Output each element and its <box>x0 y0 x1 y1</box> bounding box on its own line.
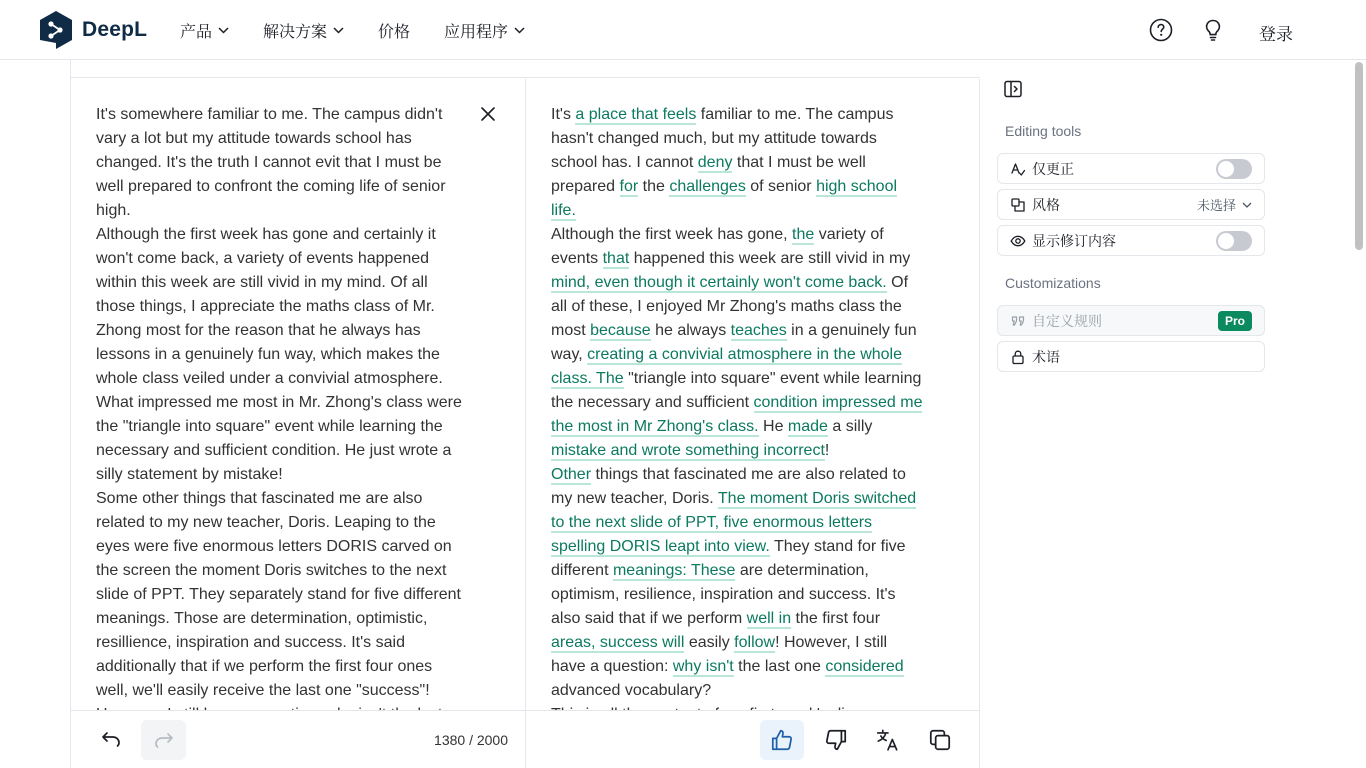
login-link[interactable]: 登录 <box>1259 25 1293 44</box>
nav-products-label: 产品 <box>180 23 213 41</box>
source-paragraph: It's somewhere familiar to me. The campus didn't vary a lot but my attitude towards school has changed. It's the truth I cannot evit that I must be well prepared to confront the coming life of senior high. <box>96 106 446 219</box>
glossary-row[interactable] <box>997 341 1265 372</box>
edit-highlight[interactable]: creating a convivial atmosphere in the whole class. The <box>551 346 902 387</box>
edit-highlight[interactable]: because <box>590 322 651 339</box>
edit-highlight[interactable]: areas, success will <box>551 634 685 651</box>
like-button[interactable] <box>760 720 804 760</box>
result-footer <box>526 710 979 768</box>
source-pane[interactable] <box>71 79 526 768</box>
edit-highlight[interactable]: for <box>619 178 639 195</box>
edit-highlight[interactable]: a place that feels <box>575 106 697 123</box>
copy-icon <box>927 727 953 753</box>
edit-highlight[interactable]: made <box>787 418 828 435</box>
result-paragraph: It's a place that feels familiar to me. The campus hasn't changed much, but my attitude towards school has. I cannot deny that I must be well prepared for the challenges of senior high school life. <box>551 106 898 219</box>
chevron-down-icon <box>333 27 344 34</box>
source-footer <box>71 710 525 768</box>
thumbs-up-icon <box>769 727 795 753</box>
result-text[interactable] <box>551 103 926 727</box>
edit-highlight[interactable]: considered <box>825 658 904 675</box>
undo-button[interactable] <box>93 721 129 757</box>
corrections-only-switch[interactable] <box>1216 159 1252 179</box>
show-changes-toggle-row[interactable] <box>997 225 1265 256</box>
nav-apps-label: 应用程序 <box>444 23 509 41</box>
editor-top-strip <box>71 60 980 78</box>
result-pane[interactable] <box>526 79 980 768</box>
edit-highlight[interactable]: challenges <box>669 178 746 195</box>
edit-highlight[interactable]: mistake and wrote something incorrect <box>551 442 825 459</box>
dislike-button[interactable] <box>814 720 858 760</box>
result-paragraph: Other things that fascinated me are also related to my new teacher, Doris. The moment Doris switched to the next slide of PPT, five enormous letters spelling DORIS leapt into view. They stand for five different meanings: These are determination, optimism, resilience, inspiration and success. It's also said that if we perform well in the first four areas, success will easily follow! However, I still have a question: why isn't the last one considered advanced vocabulary? <box>551 466 917 699</box>
character-count: 1380 / 2000 <box>434 732 508 748</box>
pro-badge: Pro <box>1218 311 1252 331</box>
nav-apps[interactable] <box>444 19 525 42</box>
translate-button[interactable] <box>866 720 910 760</box>
nav-pricing[interactable] <box>378 19 410 42</box>
edit-highlight[interactable]: teaches <box>730 322 787 339</box>
result-paragraph: Although the first week has gone, the variety of events that happened this week are still vivid in my mind, even though it certainly won't come back. Of all of these, I enjoyed Mr Zhong's maths class the most because he always teaches in a genuinely fun way, creating a convivial atmosphere in the whole class. The "triangle into square" event while learning the necessary and sufficient condition impressed me the most in Mr Zhong's class. He made a silly mistake and wrote something incorrect! <box>551 226 923 459</box>
redo-button[interactable] <box>141 720 186 760</box>
edit-highlight[interactable]: mind, even though it certainly won't come back. <box>551 274 887 291</box>
tips-button[interactable] <box>1201 18 1225 42</box>
spellcheck-icon <box>1010 161 1026 177</box>
editing-tools-heading: Editing tools <box>1005 123 1082 139</box>
help-button[interactable] <box>1149 18 1173 42</box>
thumbs-down-icon <box>823 727 849 753</box>
top-nav-bar <box>0 0 1366 60</box>
style-label: 风格 <box>1032 196 1060 213</box>
chevron-down-icon <box>1242 202 1252 208</box>
nav-solutions[interactable] <box>263 19 344 42</box>
style-select-row[interactable] <box>997 189 1265 220</box>
edit-highlight[interactable]: that <box>602 250 630 267</box>
corrections-only-label: 仅更正 <box>1032 160 1074 177</box>
edit-highlight[interactable]: high school life. <box>551 178 898 219</box>
style-icon <box>1010 197 1026 213</box>
edit-highlight[interactable]: why isn't <box>672 658 734 675</box>
clear-text-button[interactable] <box>479 105 497 123</box>
undo-icon <box>99 727 123 751</box>
quote-icon <box>1010 313 1026 329</box>
help-circle-icon <box>1149 18 1173 42</box>
source-paragraph: Some other things that fascinated me are also related to my new teacher, Doris. Leaping to the eyes were five enormous letters DORIS carved on the screen the moment Doris switches to the next slide of PPT. They separately stand for five different meanings. Those are determination, optimistic, resillience, inspiration and success. It's said additionally that if we perform the first four ones well, we'll easily receive the last one "success"! <box>96 490 461 699</box>
eye-icon <box>1010 233 1026 249</box>
edit-highlight[interactable]: the <box>792 226 815 243</box>
custom-rules-label: 自定义规则 <box>1032 312 1102 329</box>
edit-highlight[interactable]: follow <box>734 634 776 651</box>
edit-highlight[interactable]: Other <box>551 466 592 483</box>
brand-name: DeepL <box>82 18 148 41</box>
nav-solutions-label: 解决方案 <box>263 23 328 41</box>
chevron-down-icon <box>514 27 525 34</box>
deepl-logo[interactable] <box>38 9 147 51</box>
style-selected-value: 未选择 <box>1196 198 1236 213</box>
scrollbar-thumb[interactable] <box>1355 62 1363 250</box>
glossary-label: 术语 <box>1032 348 1060 365</box>
page-scrollbar[interactable] <box>1352 60 1366 768</box>
edit-highlight[interactable]: meanings: These <box>612 562 736 579</box>
editing-side-panel <box>980 60 1281 768</box>
editor-frame <box>70 60 1281 768</box>
show-changes-label: 显示修订内容 <box>1032 232 1116 249</box>
custom-rules-row[interactable] <box>997 305 1265 336</box>
redo-icon <box>152 728 176 752</box>
edit-highlight[interactable]: deny <box>697 154 733 171</box>
nav-pricing-label: 价格 <box>378 23 411 41</box>
chevron-down-icon <box>218 27 229 34</box>
edit-highlight[interactable]: The moment Doris switched to the next slide of PPT, five enormous letters spelling DORIS leapt into view. <box>551 490 917 555</box>
close-icon <box>479 105 497 123</box>
lock-icon <box>1010 349 1026 365</box>
translate-icon <box>875 727 901 753</box>
style-dropdown[interactable] <box>1197 195 1252 214</box>
lightbulb-icon <box>1201 18 1225 42</box>
copy-button[interactable] <box>918 720 962 760</box>
edit-highlight[interactable]: condition impressed me the most in Mr Zhong's class. <box>551 394 923 435</box>
sidebar-toggle-icon <box>1003 79 1023 99</box>
main-nav <box>180 0 559 60</box>
edit-highlight[interactable]: well in <box>746 610 792 627</box>
show-changes-switch[interactable] <box>1216 231 1252 251</box>
deepl-logo-icon <box>38 10 74 50</box>
customizations-heading: Customizations <box>1005 275 1101 291</box>
nav-products[interactable] <box>180 19 229 42</box>
corrections-only-toggle-row[interactable] <box>997 153 1265 184</box>
source-paragraph: Although the first week has gone and certainly it won't come back, a variety of events happened within this week are still vivid in my mind. Of all those things, I appreciate the maths class of Mr. Zhong most for the reason that he always has lessons in a genuinely fun way, which makes the whole class veiled under a convivial atmosphere. What impressed me most in Mr. Zhong's class were the "triangle into square" event while learning the necessary and sufficient condition. He just wrote a silly statement by mistake! <box>96 226 462 483</box>
source-text[interactable] <box>96 103 466 727</box>
side-panel-toggle[interactable] <box>1003 79 1023 99</box>
